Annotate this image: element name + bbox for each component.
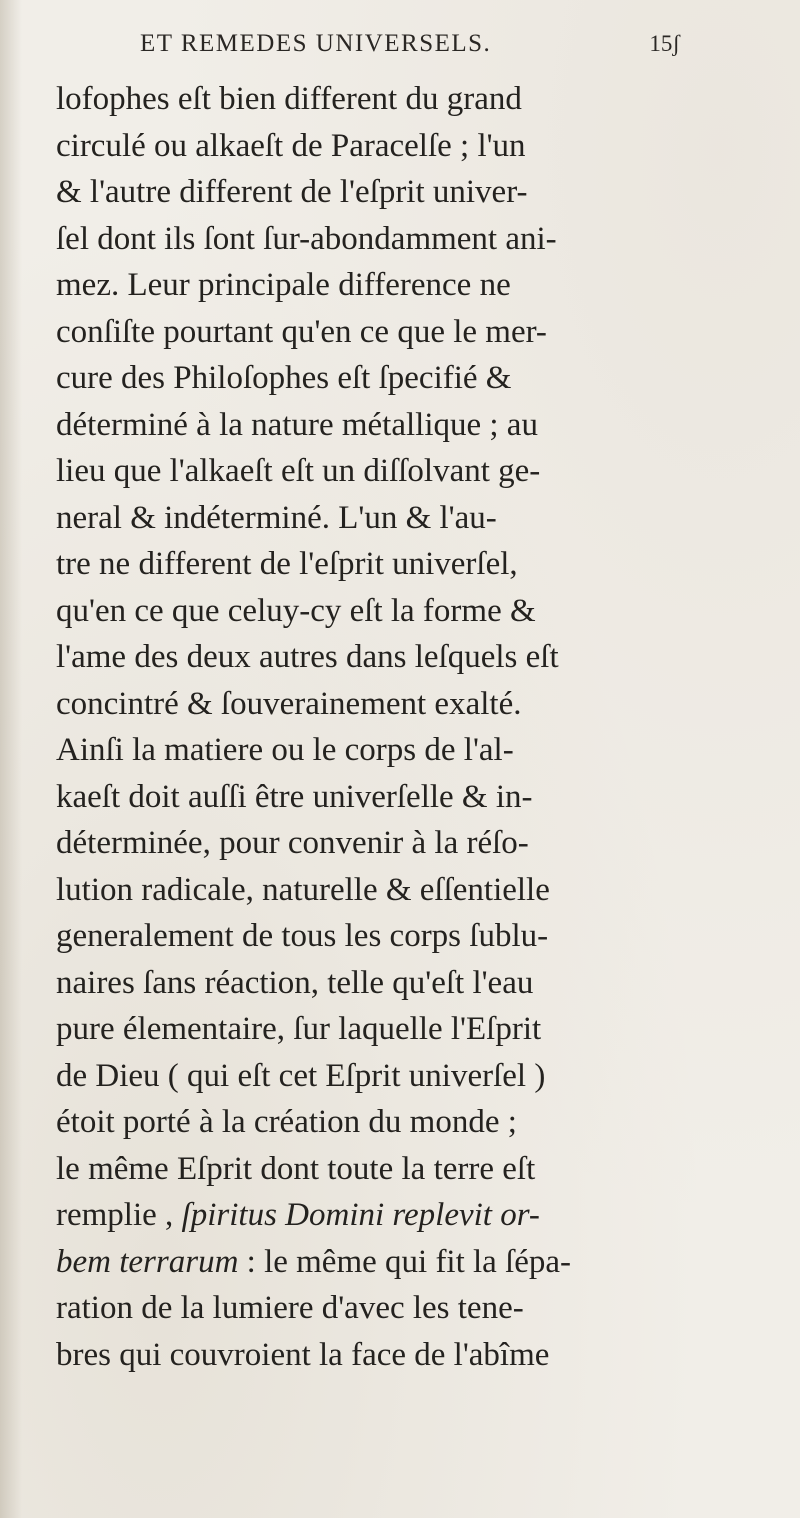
text-line: déterminée, pour convenir à la réſo-	[56, 825, 529, 861]
text-segment: remplie ,	[56, 1197, 182, 1233]
text-line: & l'autre different de l'eſprit univer-	[56, 174, 528, 210]
text-line: naires ſans réaction, telle qu'eſt l'eau	[56, 964, 534, 1001]
latin-quote: ſpiritus Domini replevit or-	[181, 1197, 540, 1233]
text-line: lofophes eſt bien different du grand	[56, 81, 522, 117]
page-number: 15ʃ	[649, 31, 680, 56]
text-line: mez. Leur principale difference ne	[56, 267, 511, 303]
latin-quote: bem terrarum	[56, 1243, 239, 1280]
body-text	[56, 76, 776, 1378]
text-line-with-latin-quote	[56, 1239, 776, 1286]
text-line: étoit porté à la création du monde ;	[56, 1104, 517, 1140]
text-line: conſiſte pourtant qu'en ce que le mer-	[56, 313, 547, 350]
text-line-with-latin-quote	[56, 1192, 776, 1239]
text-line: l'ame des deux autres dans leſquels eſt	[56, 639, 559, 675]
page-edge-shadow	[0, 0, 22, 1518]
text-line: concintré & ſouverainement exalté.	[56, 685, 522, 722]
text-line: cure des Philoſophes eſt ſpecifié &	[56, 360, 512, 396]
text-line: ſel dont ils ſont ſur-abondamment ani-	[56, 220, 557, 257]
text-segment: : le même qui fit la ſépa-	[238, 1243, 572, 1280]
running-head: ET REMEDES UNIVERSELS.	[140, 30, 492, 57]
text-line: kaeſt doit auſſi être univerſelle & in-	[56, 778, 533, 815]
page-header	[140, 30, 680, 58]
text-line: lieu que l'alkaeſt eſt un diſſolvant ge-	[56, 453, 541, 489]
text-line: déterminé à la nature métallique ; au	[56, 406, 538, 443]
text-line: pure élementaire, ſur laquelle l'Eſprit	[56, 1011, 542, 1047]
text-line: Ainſi la matiere ou le corps de l'al-	[56, 732, 514, 768]
text-line: neral & indéterminé. L'un & l'au-	[56, 499, 497, 536]
text-line: lution radicale, naturelle & eſſentielle	[56, 871, 550, 908]
text-line: tre ne different de l'eſprit univerſel,	[56, 546, 518, 582]
text-line: de Dieu ( qui eſt cet Eſprit univerſel )	[56, 1057, 546, 1094]
text-line: ration de la lumiere d'avec les tene-	[56, 1290, 524, 1326]
text-line: bres qui couvroient la face de l'abîme	[56, 1336, 550, 1373]
text-line: circulé ou alkaeſt de Paracelſe ; l'un	[56, 127, 526, 164]
text-line: qu'en ce que celuy-cy eſt la forme &	[56, 592, 536, 629]
text-line: generalement de tous les corps ſublu-	[56, 918, 549, 954]
text-line: le même Eſprit dont toute la terre eſt	[56, 1150, 536, 1187]
